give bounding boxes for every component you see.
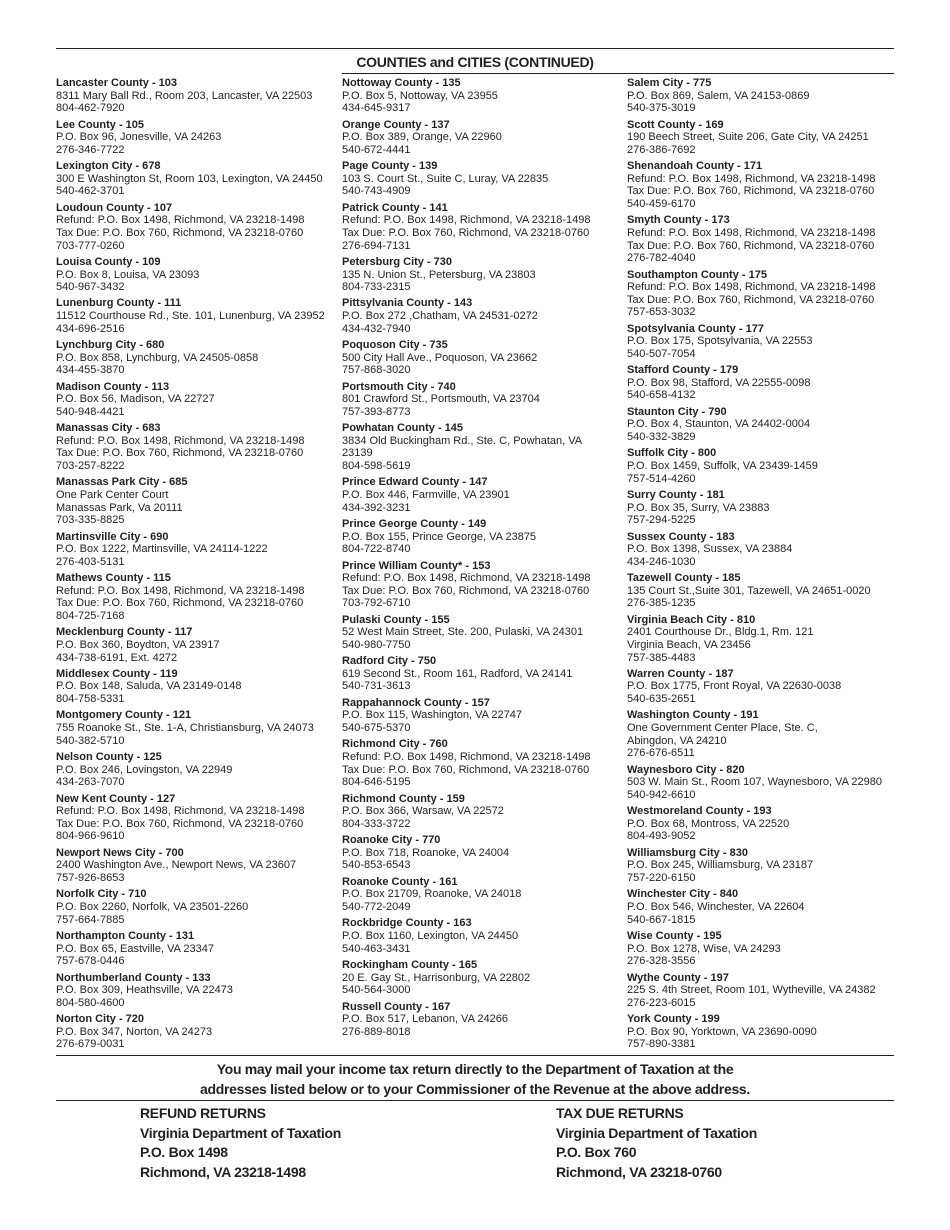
locality-entry [342,876,627,914]
locality-address-line: Refund: P.O. Box 1498, Richmond, VA 23218-1498 [342,751,591,764]
locality-name: Lee County - 105 [56,118,145,131]
locality-address-line: 757-653-3032 [627,306,696,319]
locality-name: Sussex County - 183 [627,530,735,543]
locality-address-line: 540-731-3613 [342,680,411,693]
locality-entry [342,697,627,735]
locality-entry [56,626,341,664]
locality-address-line: 801 Crawford St., Portsmouth, VA 23704 [342,393,540,406]
taxdue-line: Virginia Department of Taxation [556,1124,757,1141]
locality-address-line: P.O. Box 366, Warsaw, VA 22572 [342,805,504,818]
locality-address-line: 804-758-5331 [56,693,125,706]
tax-due-returns-address [556,1104,757,1182]
locality-address-line: 540-967-3432 [56,281,125,294]
locality-address-line: P.O. Box 35, Surry, VA 23883 [627,501,770,514]
locality-address-line: P.O. Box 115, Washington, VA 22747 [342,709,522,722]
locality-address-line: Tax Due: P.O. Box 760, Richmond, VA 23218-0760 [56,447,304,460]
locality-name: Martinsville City - 690 [56,530,169,543]
locality-entry [56,531,341,569]
locality-address-line: 276-328-3556 [627,955,696,968]
locality-entry [56,202,341,252]
taxdue-line: P.O. Box 760 [556,1144,637,1160]
locality-address-line: P.O. Box 1775, Front Royal, VA 22630-0038 [627,680,842,693]
refund-line: Virginia Department of Taxation [140,1124,341,1141]
locality-entry [56,339,341,377]
locality-name: Nelson County - 125 [56,751,162,764]
locality-address-line: 804-722-8740 [342,543,411,556]
locality-address-line: P.O. Box 309, Heathsville, VA 22473 [56,984,233,997]
locality-address-line: 755 Roanoke St., Ste. 1-A, Christiansburg, VA 24073 [56,722,314,735]
locality-address-line: P.O. Box 1398, Sussex, VA 23884 [627,543,793,556]
locality-address-line: P.O. Box 718, Roanoke, VA 24004 [342,846,510,859]
locality-address-line: One Government Center Place, Ste. C, [627,722,818,735]
locality-name: Rockingham County - 165 [342,958,478,971]
locality-address-line: Abingdon, VA 24210 [627,734,727,747]
locality-address-line: 757-220-6150 [627,871,696,884]
locality-address-line: Refund: P.O. Box 1498, Richmond, VA 23218-1498 [56,434,305,447]
locality-address-line: 703-777-0260 [56,239,125,252]
locality-name: Newport News City - 700 [56,846,184,859]
locality-entry [342,381,627,419]
locality-entry [627,930,912,968]
locality-entry [342,655,627,693]
locality-address-line: 540-459-6170 [627,197,696,210]
locality-address-line: Tax Due: P.O. Box 760, Richmond, VA 23218-0760 [56,597,304,610]
locality-address-line: P.O. Box 246, Lovingston, VA 22949 [56,763,233,776]
locality-entry [627,214,912,264]
locality-name: Westmoreland County - 193 [627,805,772,818]
locality-name: Tazewell County - 185 [627,572,741,585]
locality-address-line: P.O. Box 56, Madison, VA 22727 [56,393,215,406]
locality-entry [342,614,627,652]
taxdue-line: Richmond, VA 23218-0760 [556,1163,722,1180]
locality-address-line: 757-890-3381 [627,1038,696,1051]
locality-entry [627,531,912,569]
locality-name: Rappahannock County - 157 [342,696,490,709]
locality-name: Winchester City - 840 [627,888,739,901]
locality-address-line: 500 City Hall Ave., Poquoson, VA 23662 [342,351,538,364]
locality-address-line: 276-889-8018 [342,1025,411,1038]
refund-returns-address [140,1104,341,1182]
locality-name: Pulaski County - 155 [342,613,450,626]
locality-name: Northampton County - 131 [56,929,195,942]
locality-entry [56,297,341,335]
locality-name: Poquoson City - 735 [342,339,448,352]
taxdue-heading: TAX DUE RETURNS [556,1105,684,1121]
locality-address-line: P.O. Box 2260, Norfolk, VA 23501-2260 [56,900,249,913]
locality-address-line: 540-667-1815 [627,913,696,926]
locality-name: Middlesex County - 119 [56,667,178,680]
locality-address-line: Tax Due: P.O. Box 760, Richmond, VA 23218-0760 [56,226,304,239]
locality-address-line: Tax Due: P.O. Box 760, Richmond, VA 23218-0760 [342,584,590,597]
locality-entry [627,709,912,759]
column-2 [342,77,627,1042]
locality-address-line: Refund: P.O. Box 1498, Richmond, VA 23218-1498 [342,214,591,227]
locality-address-line: P.O. Box 96, Jonesville, VA 24263 [56,131,222,144]
locality-entry [56,847,341,885]
mailing-note [0,1059,950,1099]
locality-address-line: 434-696-2516 [56,322,125,335]
locality-address-line: 540-853-6543 [342,859,411,872]
locality-entry [627,888,912,926]
locality-name: Washington County - 191 [627,709,759,722]
locality-address-line: 540-382-5710 [56,734,125,747]
note-bottom-rule [56,1100,894,1101]
locality-entry [342,518,627,556]
page-title: COUNTIES and CITIES (CONTINUED) [356,54,594,70]
locality-address-line: 804-733-2315 [342,281,411,294]
locality-entry [342,959,627,997]
locality-address-line: P.O. Box 347, Norton, VA 24273 [56,1025,213,1038]
locality-address-line: P.O. Box 869, Salem, VA 24153-0869 [627,89,810,102]
locality-address-line: 3834 Old Buckingham Rd., Ste. C, Powhatan, VA [342,434,583,447]
locality-address-line: 540-980-7750 [342,638,411,651]
locality-entry [56,668,341,706]
locality-address-line: 2401 Courthouse Dr., Bldg.1, Rm. 121 [627,626,814,639]
locality-name: Page County - 139 [342,160,438,173]
locality-name: Portsmouth City - 740 [342,380,456,393]
locality-address-line: 276-782-4040 [627,252,696,265]
locality-address-line: P.O. Box 5, Nottoway, VA 23955 [342,89,498,102]
locality-address-line: P.O. Box 175, Spotsylvania, VA 22553 [627,335,813,348]
locality-address-line: 434-392-3231 [342,501,411,514]
locality-name: Williamsburg City - 830 [627,846,748,859]
locality-address-line: P.O. Box 8, Louisa, VA 23093 [56,268,200,281]
locality-entry [627,614,912,664]
locality-entry [627,77,912,115]
locality-address-line: 434-432-7940 [342,322,411,335]
locality-name: Manassas Park City - 685 [56,476,188,489]
locality-address-line: P.O. Box 98, Stafford, VA 22555-0098 [627,376,811,389]
locality-address-line: Tax Due: P.O. Box 760, Richmond, VA 23218-0760 [627,293,875,306]
locality-address-line: 276-385-1235 [627,597,696,610]
locality-address-line: P.O. Box 546, Winchester, VA 22604 [627,900,805,913]
locality-name: Radford City - 750 [342,655,437,668]
locality-name: Wythe County - 197 [627,971,729,984]
locality-address-line: Refund: P.O. Box 1498, Richmond, VA 23218-1498 [342,572,591,585]
locality-entry [627,364,912,402]
locality-address-line: 276-679-0031 [56,1038,125,1051]
locality-address-line: 757-926-8653 [56,871,125,884]
locality-entry [56,888,341,926]
locality-entry [627,805,912,843]
locality-address-line: 503 W. Main St., Room 107, Waynesboro, VA 22980 [627,776,882,789]
locality-name: Nottoway County - 135 [342,77,461,89]
locality-name: Spotsylvania County - 177 [627,322,764,335]
locality-entry [56,709,341,747]
locality-entry [342,297,627,335]
locality-address-line: 135 Court St.,Suite 301, Tazewell, VA 24651-0020 [627,584,871,597]
locality-entry [56,77,341,115]
locality-name: Lunenburg County - 111 [56,297,182,310]
locality-address-line: 804-725-7168 [56,609,125,622]
locality-address-line: 540-672-4441 [342,143,411,156]
locality-name: Louisa County - 109 [56,255,161,268]
locality-address-line: 2400 Washington Ave., Newport News, VA 23607 [56,859,297,872]
locality-address-line: Refund: P.O. Box 1498, Richmond, VA 23218-1498 [56,584,305,597]
locality-entry [56,256,341,294]
locality-address-line: 540-635-2651 [627,693,696,706]
locality-address-line: P.O. Box 245, Williamsburg, VA 23187 [627,859,814,872]
locality-address-line: 276-676-6511 [627,747,695,760]
locality-entry [342,202,627,252]
locality-entry [56,972,341,1010]
locality-name: Surry County - 181 [627,488,725,501]
locality-name: Norfolk City - 710 [56,888,147,901]
locality-address-line: 276-223-6015 [627,996,696,1009]
locality-name: Lynchburg City - 680 [56,339,165,352]
locality-name: Prince William County* - 153 [342,559,491,572]
locality-address-line: P.O. Box 389, Orange, VA 22960 [342,131,502,144]
locality-entry [342,256,627,294]
locality-name: Virginia Beach City - 810 [627,613,756,626]
locality-name: Wise County - 195 [627,929,722,942]
locality-name: Lexington City - 678 [56,160,161,173]
locality-name: Russell County - 167 [342,1000,451,1013]
locality-name: Petersburg City - 730 [342,255,453,268]
locality-name: Salem City - 775 [627,77,712,89]
locality-entry [56,476,341,526]
locality-address-line: 757-514-4260 [627,472,696,485]
locality-name: Scott County - 169 [627,118,724,131]
locality-address-line: Refund: P.O. Box 1498, Richmond, VA 23218-1498 [627,281,876,294]
locality-name: Rockbridge County - 163 [342,917,472,930]
locality-address-line: 804-493-9052 [627,830,696,843]
locality-entry [56,119,341,157]
locality-address-line: 804-646-5195 [342,776,411,789]
locality-address-line: 757-385-4483 [627,651,696,664]
locality-entry [342,476,627,514]
locality-entry [56,572,341,622]
locality-address-line: P.O. Box 148, Saluda, VA 23149-0148 [56,680,242,693]
locality-address-line: 276-346-7722 [56,143,125,156]
locality-address-line: 540-942-6610 [627,788,696,801]
locality-address-line: Manassas Park, Va 20111 [56,501,183,514]
title-rule [342,73,894,74]
locality-address-line: 434-246-1030 [627,555,696,568]
locality-name: Madison County - 113 [56,380,170,393]
locality-entry [342,560,627,610]
locality-address-line: Tax Due: P.O. Box 760, Richmond, VA 23218-0760 [627,239,875,252]
locality-name: Pittsylvania County - 143 [342,297,473,310]
locality-address-line: P.O. Box 1160, Lexington, VA 24450 [342,929,519,942]
locality-entry [627,972,912,1010]
locality-address-line: P.O. Box 360, Boydton, VA 23917 [56,638,220,651]
locality-address-line: Refund: P.O. Box 1498, Richmond, VA 23218-1498 [56,214,305,227]
locality-address-line: 540-675-5370 [342,722,411,735]
locality-address-line: 804-966-9610 [56,830,125,843]
locality-address-line: Tax Due: P.O. Box 760, Richmond, VA 23218-0760 [342,763,590,776]
locality-name: Patrick County - 141 [342,201,448,214]
locality-address-line: 757-664-7885 [56,913,125,926]
locality-address-line: 540-772-2049 [342,900,411,913]
locality-name: Staunton City - 790 [627,405,727,418]
locality-address-line: Refund: P.O. Box 1498, Richmond, VA 23218-1498 [627,172,876,185]
locality-entry [56,1013,341,1051]
locality-name: Mathews County - 115 [56,572,171,585]
locality-address-line: One Park Center Court [56,488,169,501]
locality-address-line: 276-694-7131 [342,239,411,252]
locality-address-line: 757-868-3020 [342,364,411,377]
note-line: You may mail your income tax return directly to the Department of Taxation at the [216,1061,734,1077]
locality-entry [56,751,341,789]
locality-address-line: 52 West Main Street, Ste. 200, Pulaski, VA 24301 [342,626,584,639]
locality-address-line: 540-507-7054 [627,347,696,360]
locality-address-line: 434-645-9317 [342,102,411,115]
column-1 [56,77,341,1055]
locality-name: Norton City - 720 [56,1013,145,1026]
locality-address-line: P.O. Box 272 ,Chatham, VA 24531-0272 [342,310,538,323]
locality-address-line: 103 S. Court St., Suite C, Luray, VA 22835 [342,172,549,185]
locality-address-line: 540-463-3431 [342,942,411,955]
locality-name: Richmond City - 760 [342,738,448,751]
locality-name: Southampton County - 175 [627,268,767,281]
locality-address-line: 703-335-8825 [56,514,125,527]
locality-name: Powhatan County - 145 [342,422,464,435]
locality-entry [627,489,912,527]
locality-name: Richmond County - 159 [342,792,465,805]
locality-address-line: 20 E. Gay St., Harrisonburg, VA 22802 [342,971,531,984]
locality-address-line: 703-792-6710 [342,597,411,610]
locality-address-line: 276-403-5131 [56,555,125,568]
refund-line: P.O. Box 1498 [140,1144,228,1160]
locality-name: New Kent County - 127 [56,792,176,805]
locality-address-line: Refund: P.O. Box 1498, Richmond, VA 23218-1498 [56,805,305,818]
locality-name: Shenandoah County - 171 [627,160,763,173]
locality-address-line: P.O. Box 446, Farmville, VA 23901 [342,488,510,501]
locality-entry [56,422,341,472]
locality-address-line: 540-462-3701 [56,185,125,198]
locality-address-line: 804-598-5619 [342,460,411,472]
locality-name: Suffolk City - 800 [627,447,717,460]
locality-entry [627,323,912,361]
refund-heading: REFUND RETURNS [140,1105,266,1121]
locality-name: Smyth County - 173 [627,214,730,227]
refund-line: Richmond, VA 23218-1498 [140,1163,306,1180]
locality-entry [56,381,341,419]
locality-address-line: P.O. Box 1222, Martinsville, VA 24114-1222 [56,543,268,556]
locality-address-line: P.O. Box 155, Prince George, VA 23875 [342,530,537,543]
locality-address-line: Tax Due: P.O. Box 760, Richmond, VA 23218-0760 [342,226,590,239]
locality-entry [627,1013,912,1051]
locality-name: Stafford County - 179 [627,364,739,377]
locality-entry [342,793,627,831]
locality-entry [627,406,912,444]
locality-entry [627,160,912,210]
locality-address-line: 757-294-5225 [627,514,696,527]
locality-entry [627,572,912,610]
locality-address-line: 540-375-3019 [627,102,696,115]
locality-address-line: P.O. Box 68, Montross, VA 22520 [627,817,790,830]
locality-address-line: 434-263-7070 [56,776,125,789]
locality-address-line: 757-393-8773 [342,405,411,418]
locality-entry [627,764,912,802]
locality-address-line: 757-678-0446 [56,955,125,968]
locality-name: Prince Edward County - 147 [342,476,488,489]
top-rule [56,48,894,49]
locality-address-line: Virginia Beach, VA 23456 [627,638,751,651]
locality-address-line: 540-743-4909 [342,185,411,198]
note-line: addresses listed below or to your Commissioner of the Revenue at the above address. [199,1081,751,1097]
locality-entry [342,160,627,198]
locality-name: Waynesboro City - 820 [627,763,745,776]
locality-address-line: 540-564-3000 [342,984,411,997]
locality-address-line: Tax Due: P.O. Box 760, Richmond, VA 23218-0760 [56,817,304,830]
locality-name: Manassas City - 683 [56,422,161,435]
locality-address-line: P.O. Box 858, Lynchburg, VA 24505-0858 [56,351,259,364]
locality-address-line: 11512 Courthouse Rd., Ste. 101, Lunenburg, VA 23952 [56,310,325,323]
locality-entry [56,160,341,198]
locality-entry [627,847,912,885]
locality-address-line: 190 Beech Street, Suite 206, Gate City, VA 24251 [627,131,869,144]
note-top-rule [56,1055,894,1056]
locality-entry [56,793,341,843]
locality-name: York County - 199 [627,1013,720,1026]
locality-name: Lancaster County - 103 [56,77,178,89]
locality-entry [342,738,627,788]
locality-address-line: P.O. Box 4, Staunton, VA 24402-0004 [627,418,811,431]
locality-address-line: 804-462-7920 [56,102,125,115]
locality-address-line: 225 S. 4th Street, Room 101, Wytheville, VA 24382 [627,984,876,997]
locality-entry [627,447,912,485]
locality-address-line: 703-257-8222 [56,460,125,472]
locality-entry [627,119,912,157]
locality-entry [342,119,627,157]
locality-name: Warren County - 187 [627,667,734,680]
locality-address-line: P.O. Box 517, Lebanon, VA 24266 [342,1013,508,1026]
locality-address-line: 540-948-4421 [56,405,125,418]
locality-entry [342,77,627,115]
locality-entry [342,834,627,872]
locality-entry [342,917,627,955]
locality-name: Northumberland County - 133 [56,971,211,984]
locality-address-line: P.O. Box 21709, Roanoke, VA 24018 [342,888,522,901]
locality-address-line: P.O. Box 1278, Wise, VA 24293 [627,942,781,955]
locality-name: Orange County - 137 [342,118,450,131]
locality-address-line: Refund: P.O. Box 1498, Richmond, VA 23218-1498 [627,226,876,239]
locality-entry [342,422,627,472]
locality-address-line: P.O. Box 65, Eastville, VA 23347 [56,942,214,955]
locality-address-line: 8311 Mary Ball Rd., Room 203, Lancaster, VA 22503 [56,89,313,102]
column-3 [627,77,912,1055]
locality-address-line: 23139 [342,447,373,460]
locality-entry [342,339,627,377]
locality-address-line: 619 Second St., Room 161, Radford, VA 24141 [342,667,573,680]
locality-name: Loudoun County - 107 [56,201,173,214]
locality-name: Mecklenburg County - 117 [56,626,193,639]
locality-address-line: 804-333-3722 [342,817,411,830]
locality-address-line: P.O. Box 90, Yorktown, VA 23690-0090 [627,1025,817,1038]
locality-name: Prince George County - 149 [342,517,487,530]
locality-address-line: 434-455-3870 [56,364,125,377]
locality-address-line: 540-658-4132 [627,389,696,402]
locality-address-line: 540-332-3829 [627,431,696,444]
locality-address-line: 276-386-7692 [627,143,696,156]
locality-name: Roanoke City - 770 [342,834,441,847]
locality-address-line: 434-738-6191, Ext. 4272 [56,651,178,664]
locality-entry [56,930,341,968]
locality-entry [627,269,912,319]
locality-name: Roanoke County - 161 [342,875,458,888]
locality-entry [342,1001,627,1039]
locality-address-line: 300 E Washington St, Room 103, Lexington, VA 24450 [56,172,323,185]
locality-address-line: 804-580-4600 [56,996,125,1009]
locality-address-line: P.O. Box 1459, Suffolk, VA 23439-1459 [627,460,818,472]
locality-name: Montgomery County - 121 [56,709,192,722]
locality-address-line: Tax Due: P.O. Box 760, Richmond, VA 23218-0760 [627,185,875,198]
locality-entry [627,668,912,706]
locality-address-line: 135 N. Union St., Petersburg, VA 23803 [342,268,536,281]
